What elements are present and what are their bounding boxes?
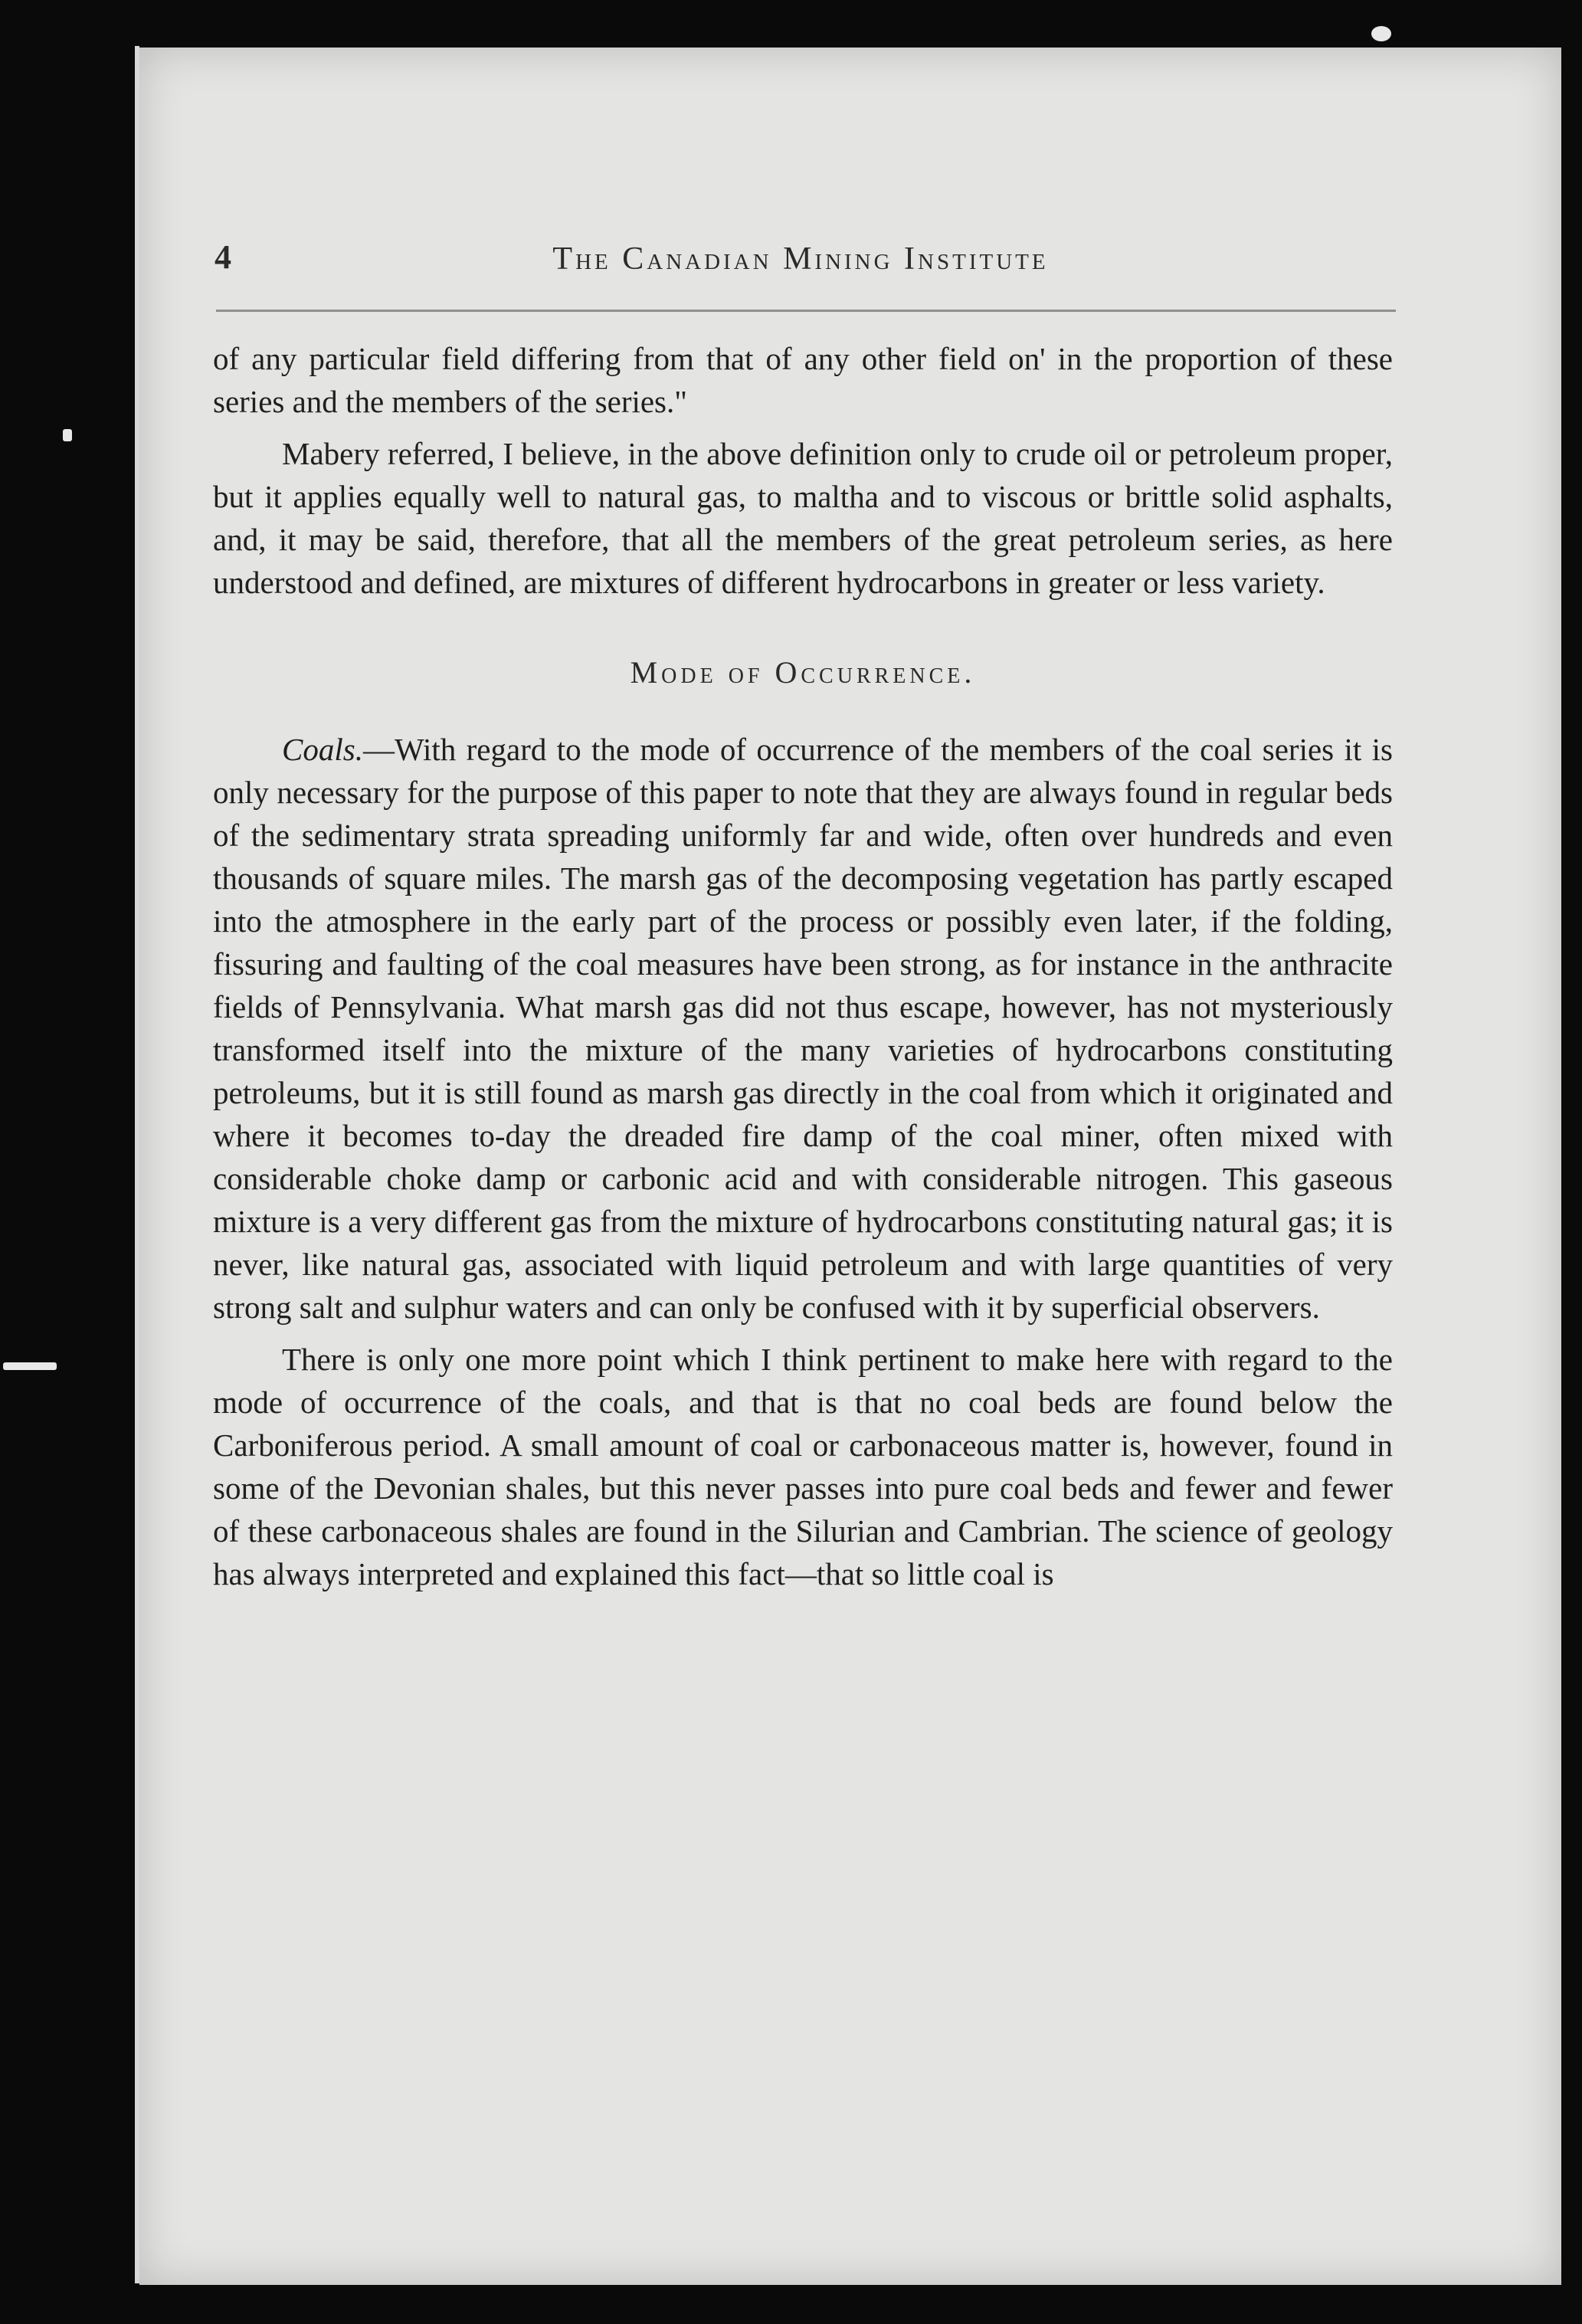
scan-speck [63,429,72,441]
section-heading: Mode of Occurrence. [630,655,976,690]
paragraph-lead-in: Coals. [282,732,363,767]
page-header [215,238,1387,284]
paragraph-mabery: Mabery referred, I believe, in the above definition only to crude oil or petroleum proper, but it applies equally well to natural gas, to maltha and to viscous or brittle solid asphalts, and, it may be said, therefore, that all the members of the great petroleum series, as here understood and defined, are mixtures of different hydrocarbons in greater or less variety. [213,436,1393,600]
scan-speck [1371,26,1391,41]
header-rule [216,310,1396,312]
running-head: The Canadian Mining Institute [552,241,1049,277]
page-body [213,337,1393,1595]
page-number: 4 [215,238,231,276]
paragraph-continued: of any particular field differing from that of any other field on' in the proportion of these series and the members of the series." [213,341,1393,419]
paragraph-coals [213,728,1393,1329]
paragraph-coals-text: —With regard to the mode of occurrence of the members of the coal series it is only necessary for the purpose of this paper to note that they are always found in regular beds of the sedimentary strata spreading uniformly far and wide, often over hundreds and even thousands of square miles. The marsh gas of the decomposing vegetation has partly escaped into the atmosphere in the early part of the process or possibly even later, if the folding, fissuring and faulting of the coal measures have been strong, as for instance in the anthracite fields of Pennsylvania. What marsh gas did not thus escape, however, has not mysteriously transformed itself into the mixture of the many varieties of hydrocarbons constituting petroleums, but it is still found as marsh gas directly in the coal from which it originated and where it becomes to-day the dreaded fire damp of the coal miner, often mixed with considerable choke damp or carbonic acid and with considerable nitrogen. This gaseous mixture is a very different gas from the mixture of hydrocarbons constituting natural gas; it is never, like natural gas, associated with liquid petroleum and with large quantities of very strong salt and sulphur waters and can only be confused with it by superficial observers. [213,732,1393,1325]
scan-speck [3,1362,57,1370]
paragraph-carboniferous: There is only one more point which I think pertinent to make here with regard to the mode of occurrence of the coals, and that is that no coal beds are found below the Carboniferous period. A small amount of coal or carbonaceous matter is, however, found in some of the Devonian shales, but this never passes into pure coal beds and fewer and fewer of these carbonaceous shales are found in the Silurian and Cambrian. The science of geology has always interpreted and explained this fact—that so little coal is [213,1342,1393,1591]
